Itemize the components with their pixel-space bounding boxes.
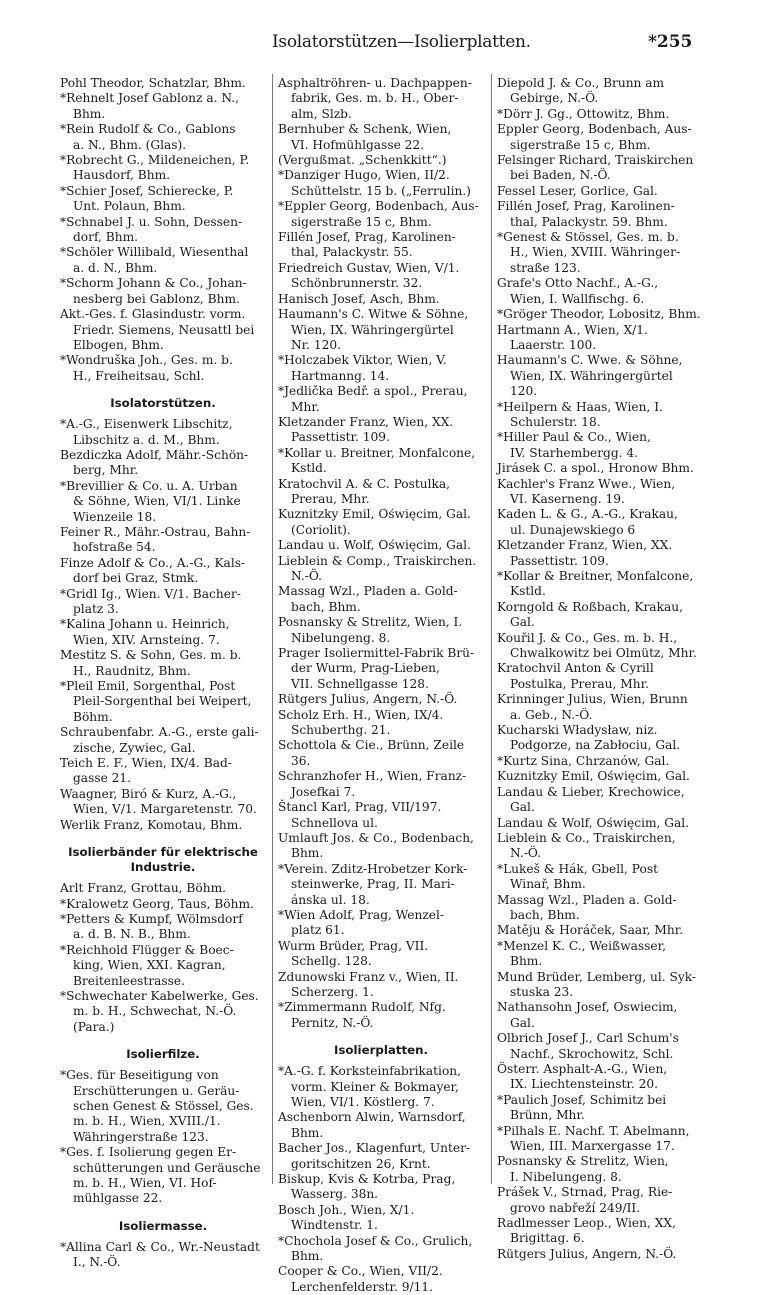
- directory-entry: Biskup, Kvis & Kotrba, Prag, Wasserg. 38n.: [278, 1172, 456, 1202]
- directory-entry: Pohl Theodor, Schatzlar, Bhm.: [60, 76, 246, 90]
- directory-entry: *Verein. Zditz-Hrobetzer Kork- steinwerke, Prag, II. Mari- ánska ul. 18.: [278, 861, 468, 907]
- directory-entry: *Robrecht G., Mildeneichen, P. Hausdorf, Bhm.: [60, 153, 250, 183]
- directory-entry: Cooper & Co., Wien, VII/2. Lerchenfelderstr. 9/11.: [278, 1264, 443, 1294]
- directory-entry: Krinninger Julius, Wien, Brunn a. Geb., N.-Ö.: [497, 692, 688, 722]
- directory-entry: Bacher Jos., Klagenfurt, Unter- goritschitzen 26, Krnt.: [278, 1141, 471, 1171]
- directory-entry: *Rein Rudolf & Co., Gablons a. N., Bhm. (Glas).: [60, 122, 236, 152]
- directory-entry: *Kralowetz Georg, Taus, Böhm.: [60, 896, 254, 911]
- directory-entry: Fillén Josef, Prag, Karolinen- thal, Palackystr. 55.: [278, 230, 456, 260]
- directory-entry: Kouřil J. & Co., Ges. m. b. H., Chwalkowitz bei Olmütz, Mhr.: [497, 630, 697, 661]
- directory-entry: Rütgers Julius, Angern, N.-Ö.: [497, 1246, 677, 1261]
- directory-entry: *Schnabel J. u. Sohn, Dessen- dorf, Bhm.: [60, 214, 243, 245]
- column-divider: [272, 74, 273, 1184]
- directory-entry: *Danziger Hugo, Wien, II/2. Schüttelstr. 15 b. („Ferrulin.): [278, 168, 471, 198]
- directory-entry: Lieblein & Co., Traiskirchen, N.-Ö.: [497, 830, 676, 861]
- directory-entry: Bosch Joh., Wien, X/1. Windtenstr. 1.: [278, 1202, 415, 1233]
- directory-entry: Lieblein & Comp., Traiskirchen. N.-Ö.: [278, 553, 477, 583]
- directory-entry: *Petters & Kumpf, Wölmsdorf a. d. B. N. B., Bhm.: [60, 911, 243, 942]
- directory-entry: Prager Isoliermittel-Fabrik Brü- der Wurm, Prag-Lieben, VII. Schnellgasse 128.: [278, 646, 475, 691]
- column-2: [278, 76, 484, 1295]
- directory-entry: *Chochola Josef & Co., Grulich, Bhm.: [278, 1233, 473, 1264]
- directory-entry: Posnansky & Strelitz, Wien, I. Nibelungeng. 8.: [497, 1154, 669, 1184]
- directory-entry: (Vergußmat. „Schenkkitt“.): [278, 153, 447, 168]
- directory-entry: Rütgers Julius, Angern, N.-Ö.: [278, 692, 458, 707]
- directory-entry: *Pilhals E. Nachf. T. Abelmann, Wien, III. Marxergasse 17.: [497, 1123, 690, 1154]
- directory-entry: Werlik Franz, Komotau, Bhm.: [60, 817, 243, 832]
- directory-entry: *Kollar u. Breitner, Monfalcone, Kstld.: [278, 445, 476, 476]
- directory-entry: Waagner, Biró & Kurz, A.-G., Wien, V/1. Margaretenstr. 70.: [60, 786, 257, 817]
- directory-entry: Kaden L. & G., A.-G., Krakau, ul. Dunajewskiego 6: [497, 507, 678, 537]
- directory-entry: Posnansky & Strelitz, Wien, I. Nibelungeng. 8.: [278, 615, 463, 645]
- directory-entry: Kratochvil A. & C. Postulka, Prerau, Mhr.: [278, 476, 451, 506]
- directory-entry: Wurm Brüder, Prag, VII. Schellg. 128.: [278, 938, 429, 969]
- directory-entry: Österr. Asphalt-A.-G., Wien, IX. Liechtensteinstr. 20.: [497, 1062, 668, 1092]
- directory-entry: *Holczabek Viktor, Wien, V. Hartmanng. 14.: [278, 353, 447, 383]
- column-3: [497, 76, 701, 1262]
- section-heading: Isolierfilze.: [126, 1047, 200, 1062]
- directory-entry: Jirásek C. a spol., Hronow Bhm.: [497, 461, 694, 476]
- directory-entry: *Pleil Emil, Sorgenthal, Post Pleil-Sorgenthal bei Weipert, Böhm.: [60, 679, 252, 724]
- directory-entry: *Zimmermann Rudolf, Nfg. Pernitz, N.-Ö.: [278, 1000, 446, 1030]
- directory-entry: *Ges. für Beseitigung von Erschütterungen u. Geräu- schen Genest & Stössel, Ges. m. b. H., Wien, XVIII./1. Währingerstraße 123.: [60, 1068, 254, 1144]
- directory-entry: Haumann's C. Wwe. & Söhne, Wien, IX. Währingergürtel 120.: [497, 353, 683, 399]
- directory-entry: Eppler Georg, Bodenbach, Aus- sigerstraße 15 c, Bhm.: [497, 122, 692, 152]
- page-number: *255: [648, 32, 693, 52]
- directory-entry: Arlt Franz, Grottau, Böhm.: [60, 881, 226, 896]
- directory-entry: Schraubenfabr. A.-G., erste gali- zische, Zywiec, Gal.: [60, 725, 259, 755]
- directory-entry: Diepold J. & Co., Brunn am Gebirge, N.-Ö.: [497, 76, 665, 106]
- directory-entry: Teich E. F., Wien, IX/4. Bad- gasse 21.: [60, 756, 232, 786]
- directory-entry: Aschenborn Alwin, Warnsdorf, Bhm.: [278, 1110, 466, 1140]
- directory-entry: *Dörr J. Gg., Ottowitz, Bhm.: [497, 106, 670, 121]
- section-heading: Isolatorstützen.: [110, 396, 216, 411]
- directory-entry: Feiner R., Mähr.-Ostrau, Bahn- hofstraße 54.: [60, 524, 251, 555]
- directory-entry: *Lukeš & Hák, Gbell, Post Winař, Bhm.: [497, 861, 659, 892]
- directory-entry: Landau u. Wolf, Oświęcim, Gal.: [278, 538, 471, 553]
- directory-entry: *Wondruška Joh., Ges. m. b. H., Freiheitsau, Schl.: [60, 353, 233, 383]
- directory-entry: Mestitz S. & Sohn, Ges. m. b. H., Raudnitz, Bhm.: [60, 648, 242, 678]
- directory-entry: *Jedlička Bedř. a spol., Prerau, Mhr.: [278, 384, 468, 414]
- directory-entry: *Brevillier & Co. u. A. Urban & Söhne, Wien, VI/1. Linke Wienzeile 18.: [60, 478, 241, 524]
- directory-entry: *Genest & Stössel, Ges. m. b. H., Wien, XVIII. Währinger- straße 123.: [497, 230, 681, 275]
- directory-entry: Akt.-Ges. f. Glasindustr. vorm. Friedr. Siemens, Neusattl bei Elbogen, Bhm.: [60, 307, 255, 352]
- directory-entry: Finze Adolf & Co., A.-G., Kals- dorf bei Graz, Stmk.: [60, 555, 246, 586]
- section-heading: Isolierplatten.: [333, 1043, 429, 1058]
- directory-entry: Kucharski Władysław, niz. Podgorze, na Zabłociu, Gal.: [497, 723, 681, 753]
- directory-entry: *Paulich Josef, Schimitz bei Brünn, Mhr.: [497, 1092, 667, 1123]
- directory-entry: Friedreich Gustav, Wien, V/1. Schönbrunnerstr. 32.: [278, 260, 460, 291]
- directory-entry: Mund Brüder, Lemberg, ul. Syk- stuska 23.: [497, 969, 697, 999]
- directory-entry: Scholz Erh. H., Wien, IX/4. Schuberthg. 21.: [278, 707, 444, 738]
- directory-entry: Kuznitzky Emil, Oświęcim, Gal. (Coriolit).: [278, 507, 471, 537]
- directory-entry: Schranzhofer H., Wien, Franz- Josefkai 7.: [278, 769, 467, 799]
- directory-entry: Schottola & Cie., Brünn, Zeile 36.: [278, 738, 465, 768]
- directory-entry: Zdunowski Franz v., Wien, II. Scherzerg. 1.: [278, 969, 459, 999]
- directory-entry: Kachler's Franz Wwe., Wien, VI. Kaserneng. 19.: [497, 476, 676, 506]
- directory-entry: *Allina Carl & Co., Wr.-Neustadt I., N.-Ö.: [60, 1239, 260, 1270]
- directory-entry: Fillén Josef, Prag, Karolinen- thal, Palackystr. 59. Bhm.: [497, 199, 675, 229]
- directory-entry: Bernhuber & Schenk, Wien, VI. Hofmühlgasse 22.: [278, 122, 452, 152]
- directory-entry: Grafe's Otto Nachf., A.-G., Wien, I. Wallfischg. 6.: [497, 276, 659, 306]
- directory-entry: *Heilpern & Haas, Wien, I. Schulerstr. 18.: [497, 399, 663, 429]
- directory-entry: Landau & Wolf, Oświęcim, Gal.: [497, 815, 690, 830]
- directory-entry: Bezdiczka Adolf, Mähr.-Schön- berg, Mhr.: [60, 447, 249, 478]
- section-heading: Isoliermasse.: [118, 1218, 208, 1233]
- column-divider: [491, 74, 492, 1184]
- directory-entry: Kratochvil Anton & Cyrill Postulka, Prerau, Mhr.: [497, 661, 654, 691]
- directory-entry: Hanisch Josef, Asch, Bhm.: [278, 291, 440, 306]
- directory-entry: Landau & Lieber, Krechowice, Gal.: [497, 784, 685, 815]
- column-1: [60, 76, 266, 1271]
- directory-entry: *Kurtz Sina, Chrzanów, Gal.: [497, 753, 670, 768]
- directory-entry: *Wien Adolf, Prag, Wenzel- platz 61.: [278, 907, 444, 938]
- directory-entry: Felsinger Richard, Traiskirchen bei Baden, N.-Ö.: [497, 153, 694, 183]
- directory-entry: Hartmann A., Wien, X/1. Laaerstr. 100.: [497, 322, 648, 352]
- directory-entry: Prášek V., Strnad, Prag, Rie- grovo nabřeží 249/II.: [497, 1185, 673, 1215]
- directory-entry: *Eppler Georg, Bodenbach, Aus- sigerstraße 15 c, Bhm.: [278, 199, 479, 229]
- directory-entry: *Kollar & Breitner, Monfalcone, Kstld.: [497, 569, 694, 599]
- directory-entry: Haumann's C. Witwe & Söhne, Wien, IX. Währingergürtel Nr. 120.: [278, 307, 469, 352]
- directory-entry: *Ges. f. Isolierung gegen Er- schütterungen und Geräusche m. b. H., Wien, VI. Hof- mühlgasse 22.: [60, 1145, 261, 1206]
- directory-entry: Umlauft Jos. & Co., Bodenbach, Bhm.: [278, 830, 474, 861]
- directory-entry: Asphaltröhren- u. Dachpappen- fabrik, Ges. m. b. H., Ober- alm, Slzb.: [278, 76, 472, 121]
- directory-entry: *Kalina Johann u. Heinrich, Wien, XIV. Arnsteing. 7.: [60, 617, 230, 647]
- directory-entry: Kletzander Franz, Wien, XX. Passettistr. 109.: [497, 538, 673, 568]
- directory-entry: *Reichhold Flügger & Boec- king, Wien, XXI. Kagran, Breitenleestrasse.: [60, 942, 234, 988]
- directory-entry: Štancl Karl, Prag, VII/197. Schnellova ul.: [278, 800, 442, 830]
- directory-entry: *Schwechater Kabelwerke, Ges. m. b. H., Schwechat, N.-Ö. (Para.): [60, 988, 259, 1034]
- directory-entry: Massag Wzl., Pladen a. Gold- bach, Bhm.: [497, 892, 677, 922]
- page-header: [0, 30, 757, 60]
- page-title: Isolatorstützen—Isolierplatten.: [272, 32, 531, 52]
- directory-entry: Fessel Leser, Gorlice, Gal.: [497, 183, 658, 198]
- directory-entry: *A.-G. f. Korksteinfabrikation, vorm. Kleiner & Bokmayer, Wien, VI/1. Köstlerg. 7.: [278, 1064, 462, 1109]
- directory-entry: *Rehnelt Josef Gablonz a. N., Bhm.: [60, 91, 239, 121]
- directory-entry: Massag Wzl., Pladen a. Gold- bach, Bhm.: [278, 584, 458, 614]
- directory-entry: Olbrich Josef J., Carl Schum's Nachf., Skrochowitz, Schl.: [497, 1031, 679, 1061]
- directory-entry: *Schier Josef, Schierecke, P. Unt. Polaun, Bhm.: [60, 183, 234, 214]
- section-heading: Isolierbänder für elektrische Industrie.: [68, 845, 258, 875]
- directory-entry: Kuznitzky Emil, Oświęcim, Gal.: [497, 769, 690, 784]
- directory-entry: *Menzel K. C., Weißwasser, Bhm.: [497, 938, 666, 969]
- directory-entry: Nathansohn Josef, Oswiecim, Gal.: [497, 1000, 678, 1030]
- directory-entry: *Hiller Paul & Co., Wien, IV. Starhembergg. 4.: [497, 430, 651, 460]
- directory-entry: *Gridl Ig., Wien. V/1. Bacher- platz 3.: [60, 586, 241, 616]
- directory-entry: Korngold & Roßbach, Krakau, Gal.: [497, 599, 683, 630]
- directory-entry: *A.-G., Eisenwerk Libschitz, Libschitz a. d. M., Bhm.: [60, 417, 233, 447]
- directory-entry: Radlmesser Leop., Wien, XX, Brigittag. 6.: [497, 1216, 676, 1246]
- directory-entry: Matěju & Horáček, Saar, Mhr.: [497, 923, 684, 938]
- directory-entry: *Schorm Johann & Co., Johan- nesberg bei Gablonz, Bhm.: [60, 276, 247, 306]
- directory-entry: *Gröger Theodor, Lobositz, Bhm.: [497, 307, 701, 322]
- directory-entry: Kletzander Franz, Wien, XX. Passettistr. 109.: [278, 414, 454, 445]
- directory-entry: *Schöler Willibald, Wiesenthal a. d. N., Bhm.: [60, 245, 249, 275]
